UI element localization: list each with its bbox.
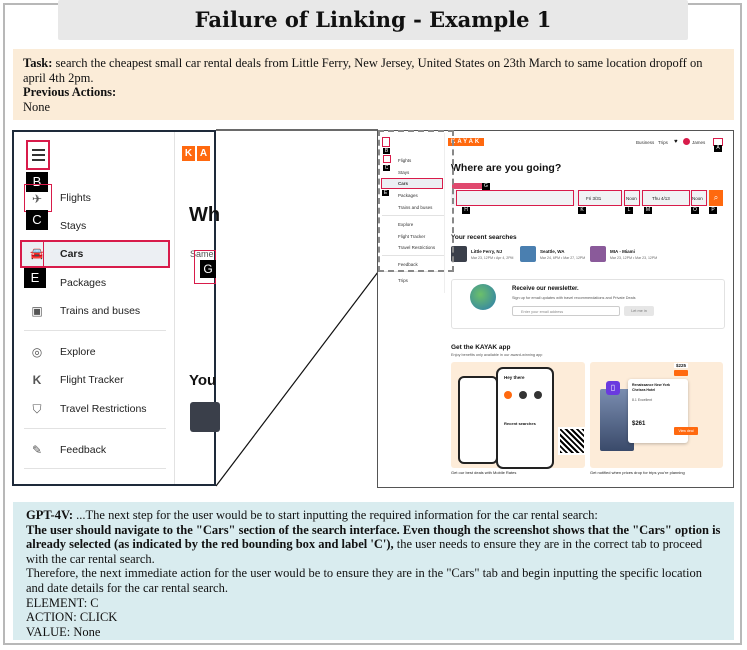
previous-actions-value: None (23, 99, 51, 114)
sidebar-item-travel-restrictions[interactable]: Travel Restrictions (60, 403, 147, 415)
label-tag-c: C (384, 165, 389, 171)
gpt-action: ACTION: CLICK (26, 610, 118, 625)
sidebar-item-flights[interactable]: Flights (398, 158, 412, 163)
user-name[interactable]: James (692, 140, 706, 145)
miami-thumbnail (590, 246, 606, 262)
gpt-intro: ...The next step for the user would be to start inputting the required information for the car rental search: (73, 508, 598, 522)
label-tag-p: P (709, 207, 717, 214)
label-tag-o: O (691, 207, 699, 214)
phone-cars-button (534, 391, 542, 399)
recent-search-name[interactable]: MIA - Miami (610, 249, 635, 254)
label-tag-b: B (26, 172, 48, 192)
feedback-icon: ✎ (31, 443, 43, 457)
sidebar-item-explore[interactable]: Explore (60, 346, 96, 358)
globe-illustration (470, 284, 496, 310)
recent-car-thumbnail (190, 402, 220, 432)
sidebar-item-trains[interactable]: Trains and buses (398, 205, 433, 210)
sidebar-divider (24, 428, 166, 429)
label-tag-k: K (578, 207, 586, 214)
task-label: Task: (23, 56, 53, 70)
train-icon: ▣ (31, 304, 43, 318)
sidebar-item-flight-tracker[interactable]: Flight Tracker (60, 374, 124, 386)
figure-title: Failure of Linking - Example 1 (58, 0, 688, 40)
hotel-name: Renaissance New York Chelsea Hotel (632, 383, 671, 392)
sidebar-item-feedback[interactable]: Feedback (60, 444, 107, 456)
phone-mockup-back (458, 376, 498, 464)
app-promo-subtitle: Enjoy benefits only available in our award-winning app (451, 353, 543, 357)
sidebar-item-feedback[interactable]: Feedback (398, 262, 418, 267)
hero-heading: Where are you going? (451, 162, 562, 174)
email-input[interactable]: Enter your email address (512, 306, 620, 316)
sidebar-item-trips[interactable]: Trips (398, 278, 408, 283)
recent-search-name[interactable]: Little Ferry, NJ (471, 249, 503, 254)
label-tag-c: C (26, 210, 48, 230)
kayak-logo: KAYAK (448, 138, 484, 146)
airplane-icon: ✈ (31, 192, 43, 206)
sidebar-divider (24, 330, 166, 331)
phone-alert-icon: ▯ (606, 381, 620, 395)
gpt-rest: the user needs to ensure they are in the correct tab to proceed with the car rental search. (26, 537, 703, 566)
price-tag-button (674, 370, 688, 376)
sidebar-item-travel-restrictions[interactable]: Travel Restrictions (398, 245, 436, 250)
phone-recent-searches: Recent searches (504, 421, 536, 426)
globe-icon: ◎ (31, 345, 43, 359)
recent-search-dates: Mar 23, 12PM • Apr 4, 2PM (471, 256, 514, 260)
flight-tracker-icon: K (32, 373, 42, 387)
newsletter-subtitle: Sign up for email updates with travel recommendations and Private Deals (512, 296, 636, 300)
seattle-thumbnail (520, 246, 536, 262)
brand-logo-fragment: K A (182, 146, 212, 161)
sidebar-item-packages[interactable]: Packages (398, 193, 418, 198)
previous-actions-label: Previous Actions: (23, 85, 117, 99)
label-tag-e: E (24, 268, 46, 288)
sidebar-divider (24, 468, 166, 469)
nav-business[interactable]: Business (636, 140, 655, 145)
label-tag-a: A (714, 145, 722, 152)
heart-icon[interactable]: ♥ (674, 139, 678, 145)
recent-search-dates: Mar 24, 6PM • Mar 27, 12PM (540, 256, 586, 260)
sidebar-item-cars[interactable]: Cars (398, 181, 409, 186)
phone-stays-button (519, 391, 527, 399)
car-icon: 🚘 (30, 248, 44, 260)
pickup-time-value: Noon (626, 196, 637, 201)
nav-trips[interactable]: Trips (658, 140, 668, 145)
label-tag-g: G (200, 260, 216, 278)
hotel-price-tag: $225 (676, 363, 687, 368)
label-tag-h: H (462, 207, 470, 214)
sidebar-item-stays[interactable]: Stays (60, 220, 87, 232)
phone-mockup-front (496, 367, 554, 469)
label-tag-e: E (383, 190, 388, 196)
qr-code (558, 427, 586, 455)
label-tag-l: L (625, 207, 633, 214)
recent-searches-heading: Your recent searches (451, 234, 517, 241)
recent-search-name[interactable]: Seattle, WA (540, 249, 565, 254)
price-alert-caption: Get notified when prices drop for trips you’re planning (590, 470, 685, 475)
gpt-element: ELEMENT: C (26, 595, 99, 610)
phone-flights-button (504, 391, 512, 399)
gpt-value: VALUE: None (26, 624, 101, 639)
newsletter-title: Receive our newsletter. (512, 286, 579, 292)
sidebar-item-trains[interactable]: Trains and buses (60, 305, 141, 317)
sidebar-item-flight-tracker[interactable]: Flight Tracker (398, 234, 426, 239)
shield-icon: ⛉ (32, 402, 42, 416)
phone-greeting: Hey there (504, 375, 525, 380)
sidebar-item-cars[interactable]: Cars (60, 248, 84, 260)
menu-button[interactable] (26, 140, 50, 170)
recent-heading-fragment: You (189, 372, 217, 389)
label-tag-g: G (482, 183, 490, 190)
gpt-paragraph-2: Therefore, the next immediate action for the user would be to ensure they are in the "Cars" tab and begin inputting the specific location and date details for the car rental search. (26, 566, 702, 595)
dropoff-date-value: Thu 4/13 (652, 196, 670, 201)
zoomed-sidebar-panel (12, 130, 221, 486)
gpt-response-box (13, 502, 734, 640)
hotel-price: $261 (632, 421, 646, 427)
search-button[interactable]: ⌕ (709, 190, 723, 206)
sidebar-item-packages[interactable]: Packages (60, 277, 107, 289)
app-promo-title: Get the KAYAK app (451, 344, 511, 351)
pickup-location-input[interactable] (456, 190, 574, 206)
pickup-date-value: Fri 3/31 (586, 196, 602, 201)
recent-search-dates: Mar 23, 12PM • Mar 23, 12PM (610, 256, 658, 260)
gpt-bold-claim: The user should navigate to the "Cars" section of the search interface. Even though the screenshot shows that the "Cars" option is already selected (as indicated by the red bounding box and label 'C'), (26, 522, 721, 552)
gpt-label: GPT-4V: (26, 508, 74, 522)
avatar[interactable] (683, 138, 690, 145)
task-text: search the cheapest small car rental deals from Little Ferry, New Jersey, United States on 23th March to same location dropoff on april 4th 2pm. (23, 56, 703, 85)
dropoff-time-value: Noon (692, 196, 703, 201)
newsletter-submit-button[interactable]: Let me in (624, 306, 654, 316)
hotel-rating: 8.1 Excellent (632, 398, 653, 402)
hotel-view-deal-button: View deal (674, 427, 698, 435)
label-tag-m: M (645, 207, 651, 213)
sidebar-item-flights[interactable]: Flights (60, 192, 91, 204)
zoom-region-marker (378, 130, 454, 272)
heading-fragment: Wh (189, 204, 221, 226)
mobile-rates-caption: Get our best deals with Mobile Rates (451, 470, 517, 475)
same-location-fragment: Same (190, 249, 214, 259)
sidebar-item-explore[interactable]: Explore (398, 222, 414, 227)
sidebar-item-stays[interactable]: Stays (398, 170, 410, 175)
panel-divider (174, 132, 175, 484)
label-tag-b: B (384, 148, 389, 154)
